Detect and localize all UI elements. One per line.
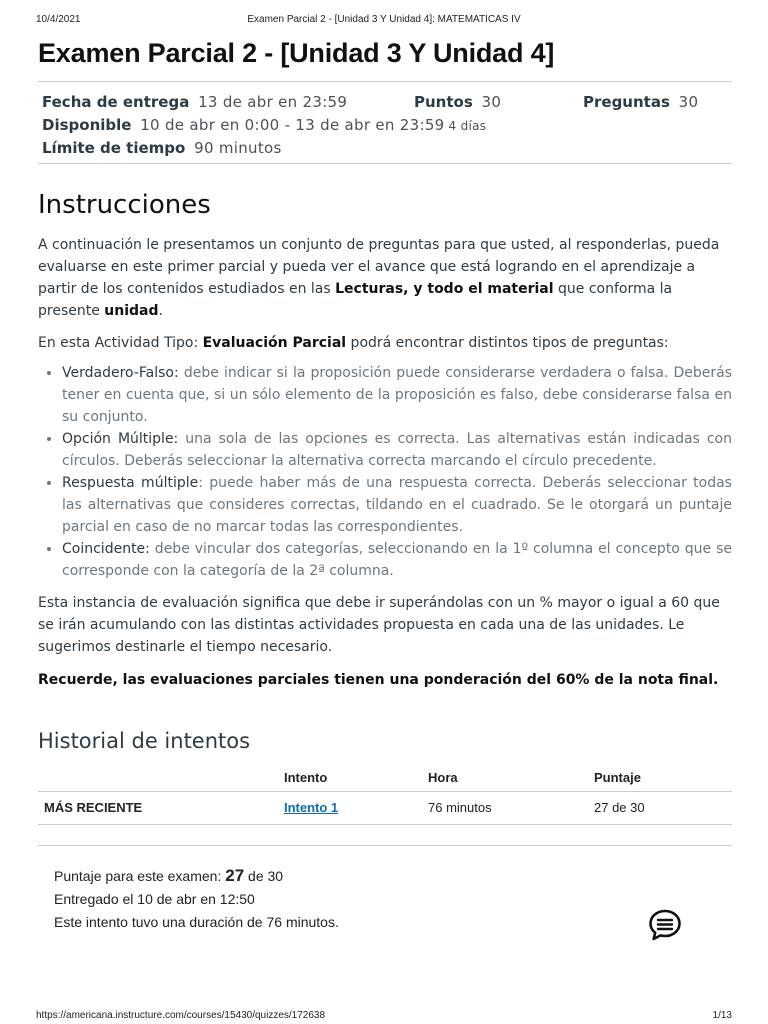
score-line (54, 864, 732, 888)
column-header-blank (38, 765, 278, 792)
section-divider (38, 845, 732, 846)
table-row (38, 792, 732, 825)
score-suffix: de 30 (244, 868, 284, 884)
questions-label: Preguntas (583, 93, 670, 111)
questions-row (583, 93, 698, 111)
attempt-summary (38, 864, 732, 934)
instructions-paragraph-2 (38, 332, 732, 354)
due-date-value: 13 de abr en 23:59 (198, 93, 348, 111)
time-limit-value: 90 minutos (194, 139, 282, 157)
score-prefix: Puntaje para este examen: (54, 868, 226, 884)
attempt-label: MÁS RECIENTE (38, 792, 278, 825)
chat-bubble-icon[interactable] (648, 908, 682, 942)
type-name: Opción Múltiple: (62, 431, 179, 447)
p1-text-c: . (158, 303, 163, 319)
p1-text-b: que conforma la presente (38, 281, 673, 319)
available-label: Disponible (42, 116, 132, 134)
submitted-line: Entregado el 10 de abr en 12:50 (54, 891, 255, 907)
type-desc: : puede haber más de una respuesta correcta. Deberás seleccionar todas las alternativas que consideres correctas, tildando en el cuadrado. Se le otorgará un puntaje parcial en caso de no marcar todas las correspondientes. (62, 475, 732, 535)
p2-text-a: En esta Actividad Tipo: (38, 335, 203, 351)
due-date-row (42, 93, 347, 111)
p1-text-a: A continuación le presentamos un conjunto de preguntas para que usted, al responderlas, pueda evaluarse en este primer parcial y pueda ver el avance que está logrando en el aprendizaje a partir de los contenidos estudiados en las (38, 237, 720, 297)
instructions-paragraph-4: Recuerde, las evaluaciones parciales tienen una ponderación del 60% de la nota final. (38, 672, 719, 688)
score-value: 27 (225, 866, 245, 885)
attempt-score: 27 de 30 (588, 792, 732, 825)
instructions-paragraph-3: Esta instancia de evaluación significa que debe ir superándolas con un % mayor o igual a 60 que se irán acumulando con las distintas actividades propuesta en cada una de las unidades. Le sugerimos destinarle el tiempo necesario. (38, 595, 720, 655)
column-header-attempt: Intento (278, 765, 422, 792)
attempt-time: 76 minutos (422, 792, 588, 825)
time-limit-row (42, 139, 282, 157)
attempt-history-table (38, 765, 732, 825)
questions-value: 30 (678, 93, 699, 111)
column-header-time: Hora (422, 765, 588, 792)
type-name: Verdadero-Falso: (62, 365, 179, 381)
page-title: Examen Parcial 2 - [Unidad 3 Y Unidad 4] (38, 38, 555, 68)
quiz-content (38, 38, 732, 934)
list-item (62, 428, 732, 472)
points-value: 30 (481, 93, 502, 111)
duration-line: Este intento tuvo una duración de 76 minutos. (54, 914, 339, 930)
type-desc: debe vincular dos categorías, seleccionando en la 1º columna el concepto que se corresponde con la categoría de la 2ª columna. (62, 541, 732, 579)
available-days: 4 días (448, 119, 487, 133)
instructions-paragraph-1 (38, 234, 732, 322)
list-item (62, 538, 732, 582)
type-desc: debe indicar si la proposición puede considerarse verdadera o falsa. Deberás tener en cuenta que, si un sólo elemento de la proposición es falso, debe considerarse falsa en su conjunto. (62, 365, 732, 425)
available-value: 10 de abr en 0:00 - 13 de abr en 23:59 (140, 116, 445, 134)
attempt-cell (278, 792, 422, 825)
attempt-history-heading: Historial de intentos (38, 729, 251, 753)
instructions-heading: Instrucciones (38, 190, 211, 220)
type-name: Respuesta múltiple (62, 475, 199, 491)
p1-bold-readings: Lecturas, y todo el material (335, 281, 554, 297)
points-row (414, 93, 501, 111)
print-date: 10/4/2021 (36, 14, 81, 25)
column-header-score: Puntaje (588, 765, 732, 792)
list-item (62, 362, 732, 428)
table-header-row (38, 765, 732, 792)
page-number: 1/13 (712, 1010, 732, 1021)
available-row (42, 116, 486, 134)
type-desc: una sola de las opciones es correcta. Las alternativas están indicadas con círculos. Deberás seleccionar la alternativa correcta marcando el círculo precedente. (62, 431, 732, 469)
points-label: Puntos (414, 93, 473, 111)
question-types-list (38, 362, 732, 582)
time-limit-label: Límite de tiempo (42, 139, 186, 157)
p2-text-b: podrá encontrar distintos tipos de preguntas: (346, 335, 669, 351)
list-item (62, 472, 732, 538)
p2-bold-type: Evaluación Parcial (202, 335, 347, 351)
attempt-link[interactable]: Intento 1 (284, 800, 339, 815)
quiz-details (38, 81, 732, 164)
print-url: https://americana.instructure.com/courses/15430/quizzes/172638 (36, 1010, 326, 1021)
due-date-label: Fecha de entrega (42, 93, 190, 111)
type-name: Coincidente: (62, 541, 150, 557)
p1-bold-unit: unidad (104, 303, 159, 319)
print-title: Examen Parcial 2 - [Unidad 3 Y Unidad 4]: MATEMATICAS IV (247, 14, 521, 25)
